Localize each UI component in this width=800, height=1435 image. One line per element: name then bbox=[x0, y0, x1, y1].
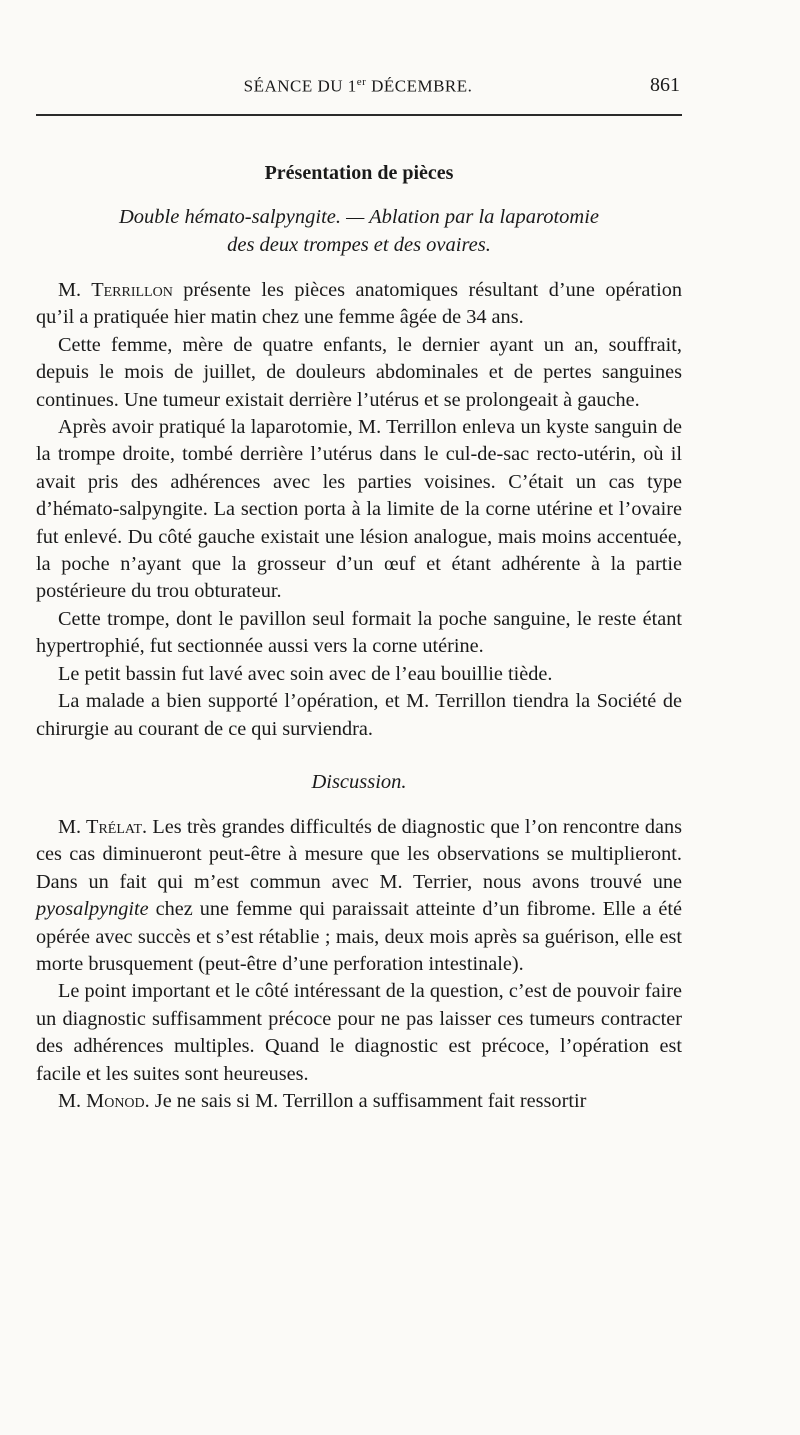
running-head bbox=[36, 72, 680, 102]
italic-term: pyosalpyngite bbox=[36, 898, 149, 921]
paragraph-5: Le petit bassin fut lavé avec soin avec de l’eau bouillie tiède. bbox=[58, 662, 553, 685]
paragraph-2: Cette femme, mère de quatre enfants, le dernier ayant un an, souffrait, depuis le mois de juillet, de douleurs abdominales et de pertes sanguines continues. Une tumeur existait derrière l’utérus et se prolongeait à gauche. bbox=[36, 333, 682, 411]
section-heading: Présentation de pièces bbox=[264, 162, 454, 184]
running-title-superscript: er bbox=[356, 76, 367, 88]
discussion-paragraph-2: Le point important et le côté intéressant de la question, c’est de pouvoir faire un diagnostic suffisamment précoce pour ne pas laisser ces tumeurs contracter des adhérences multiples. Quand le diagnostic est précoce, l’opération est facile et les suites sont heureuses. bbox=[36, 980, 682, 1085]
subtitle-line-2: des deux trompes et des ovaires. bbox=[227, 234, 491, 256]
main-text bbox=[36, 160, 682, 1115]
paragraph-3: Après avoir pratiqué la laparotomie, M. Terrillon enleva un kyste sanguin de la trompe droite, tombé derrière l’utérus dans le cul-de-sac recto-utérin, où il avait pris des adhérences avec les parties voisines. C’était un cas type d’hémato-salpyngite. La section porta à la limite de la corne utérine et l’ovaire fut enlevé. Du côté gauche existait une lésion analogue, mais moins accentuée, la poche n’ayant que la grosseur d’un œuf et étant adhérente à la partie postérieure du trou obturateur. bbox=[36, 416, 682, 603]
running-title bbox=[36, 76, 680, 97]
page-number: 861 bbox=[650, 74, 680, 96]
speaker-name: M. Terrillon bbox=[58, 279, 173, 301]
discussion-paragraph-1 bbox=[36, 814, 682, 978]
discussion-heading: Discussion. bbox=[311, 770, 407, 793]
section-subtitle bbox=[36, 203, 682, 259]
paragraph-1-text: présente les pièces anatomiques résultant d’une opération qu’il a pratiquée hier matin chez une femme âgée de 34 ans. bbox=[36, 279, 682, 329]
speaker-name: M. Trélat. bbox=[58, 815, 148, 838]
discussion-text: chez une femme qui paraissait atteinte d’un fibrome. Elle a été opérée avec succès et s’est rétablie ; mais, deux mois après sa guérison, elle est morte brusquement (peut-être d’une perforation intestinale). bbox=[36, 898, 682, 975]
paragraph-6: La malade a bien supporté l’opération, et M. Terrillon tiendra la Société de chirurgie au courant de ce qui surviendra. bbox=[36, 690, 682, 740]
running-title-text: SÉANCE DU 1 bbox=[243, 76, 357, 96]
subtitle-line-1: Double hémato-salpyngite. — Ablation par la laparotomie bbox=[118, 206, 599, 228]
paragraph-4: Cette trompe, dont le pavillon seul formait la poche sanguine, le reste étant hypertrophié, fut sectionnée aussi vers la corne utérine. bbox=[36, 607, 682, 658]
paragraph-1 bbox=[36, 277, 682, 332]
running-title-text-end: DÉCEMBRE. bbox=[366, 76, 473, 96]
discussion-paragraph-3 bbox=[36, 1088, 682, 1115]
speaker-name: M. Monod. bbox=[58, 1089, 150, 1112]
discussion-text: Je ne sais si M. Terrillon a suffisamment fait ressortir bbox=[149, 1089, 587, 1112]
discussion-text: Les très grandes difficultés de diagnostic que l’on rencontre dans ces cas diminueront peut-être à mesure que les observations se multiplieront. Dans un fait qui m’est commun avec M. Terrier, nous avons trouvé une bbox=[36, 815, 682, 893]
header-rule bbox=[36, 114, 682, 116]
